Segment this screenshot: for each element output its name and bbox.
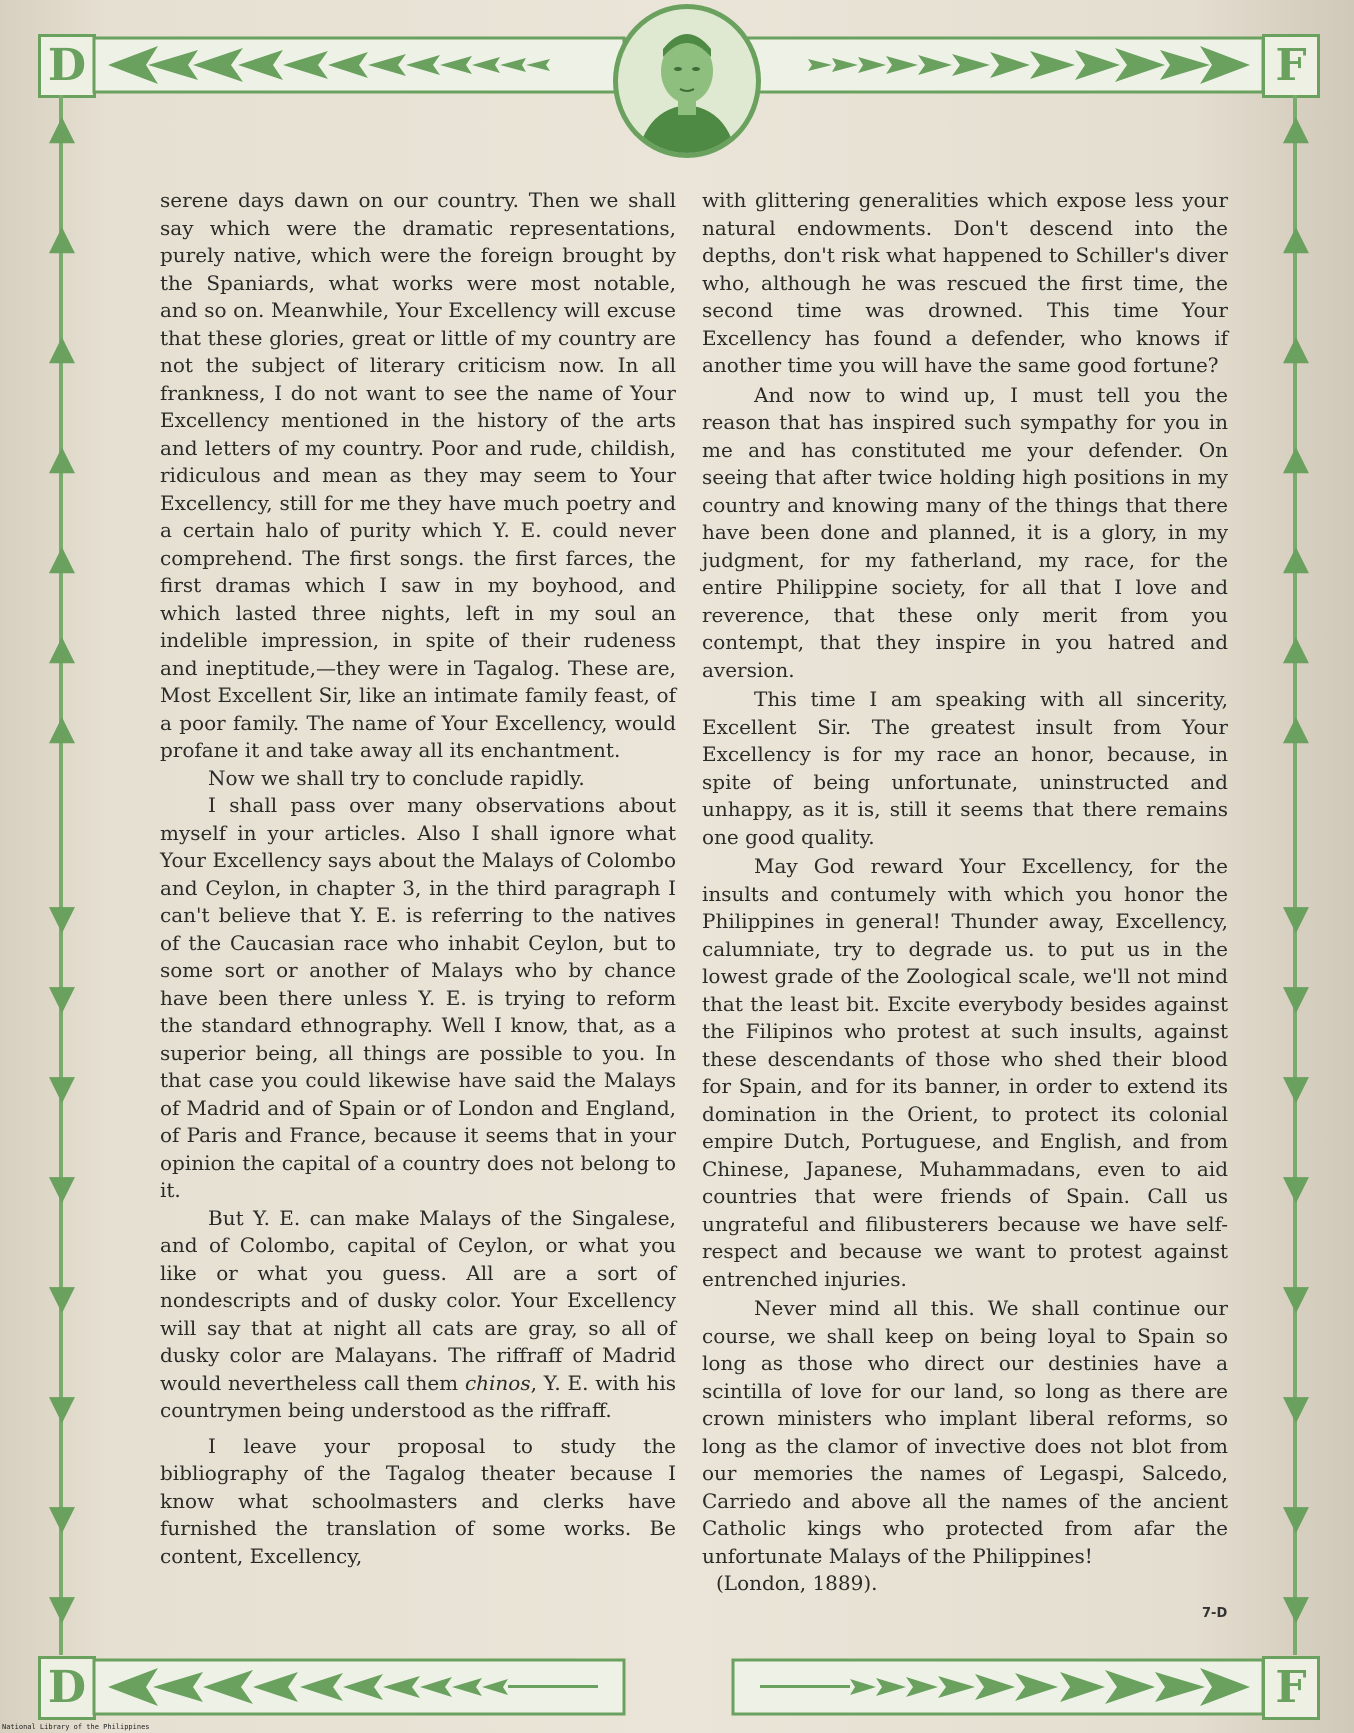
leaf-ornament-icon: ▼	[1282, 1498, 1310, 1538]
paragraph: serene days dawn on our country. Then we shall say which were the dramatic representations, purely native, which were the foreign brought by the Spaniards, what works were most notable, and so on. Meanwhile, Your Excellency will excuse that these glories, great or little of my country are not the subject of literary criticism now. In all frankness, I do not want to see the name of Your Excellency mentioned in the history of the arts and letters of my country. Poor and rude, childish, ridiculous and mean as they may seem to Your Excellency, still for me they have much poetry and a certain halo of purity which Y. E. could never comprehend. The first songs. the first farces, the first dramas which I saw in my boyhood, and which lasted three nights, left in my soul an indelible impression, in spite of their rudeness and ineptitude,—they were in Tagalog. These are, Most Excellent Sir, like an intimate family feast, of a poor family. The name of Your Excellency, would profane it and take away all its enchantment.	[160, 188, 676, 762]
right-column	[702, 187, 1228, 1598]
leaf-ornament-icon: ▲	[48, 628, 76, 668]
paragraph: This time I am speaking with all sincerity, Excellent Sir. The greatest insult from Your Excellency is for my race an honor, because, in spite of being unfortunate, uninstructed and unhappy, as it is, still it seems that there remains one good quality.	[702, 687, 1228, 849]
leaf-ornament-icon: ▼	[1282, 1068, 1310, 1108]
leaf-ornament-icon: ▼	[48, 1168, 76, 1208]
leaf-ornament-icon: ▼	[1282, 978, 1310, 1018]
leaf-ornament-icon: ▲	[1282, 538, 1310, 578]
leaf-ornament-icon: ▲	[1282, 708, 1310, 748]
left-border	[34, 95, 90, 1655]
paragraph-text: But Y. E. can make Malays of the Singalese, and of Colombo, capital of Ceylon, or what you like or what you guess. All are a sort of nondescripts and of dusky color. Your Excellency will say that at night all cats are gray, so all of dusky color are Malayans. The riffraff of Madrid would nevertheless call them	[160, 1205, 676, 1395]
leaf-ornament-icon: ▼	[48, 1068, 76, 1108]
paragraph-text: , Y. E. with his countrymen being understood as the riffraff.	[160, 1370, 677, 1422]
leaf-ornament-icon: ▲	[1282, 328, 1310, 368]
leaf-ornament-icon: ▼	[1282, 1278, 1310, 1318]
leaf-ornament-icon: ▼	[1282, 1168, 1310, 1208]
paragraph: Now we shall try to conclude rapidly.	[208, 765, 585, 790]
leaf-ornament-icon: ▲	[48, 708, 76, 748]
italic-term: chinos	[464, 1370, 531, 1395]
corner-letter-bottom-left: D	[38, 1656, 96, 1720]
corner-letter-top-right: F	[1262, 34, 1320, 98]
footer-credit: National Library of the Philippines	[2, 1723, 150, 1731]
leaf-ornament-icon: ▲	[48, 438, 76, 478]
leaf-ornament-icon: ▼	[1282, 1588, 1310, 1628]
leaf-ornament-icon: ▲	[48, 108, 76, 148]
leaf-ornament-icon: ▼	[48, 978, 76, 1018]
leaf-ornament-icon: ▼	[48, 1278, 76, 1318]
leaf-ornament-icon: ▼	[48, 1588, 76, 1628]
leaf-ornament-icon: ▲	[1282, 438, 1310, 478]
portrait-medallion-icon	[613, 4, 761, 158]
leaf-ornament-icon: ▼	[1282, 898, 1310, 938]
corner-letter-top-left: D	[38, 34, 96, 98]
page-number: 7-D	[1202, 1606, 1228, 1621]
paragraph: And now to wind up, I must tell you the reason that has inspired such sympathy for you in me and has constituted me your defender. On seeing that after twice holding high positions in my country and knowing many of the things that there have been done and planned, it is a glory, in my judgment, for my fatherland, my race, for the entire Philippine society, for all that I love and reverence, that these only merit from you contempt, that they inspire in you hatred and aversion.	[702, 382, 1228, 682]
left-column	[160, 187, 676, 1570]
leaf-ornament-icon: ▲	[48, 218, 76, 258]
leaf-ornament-icon: ▲	[1282, 628, 1310, 668]
corner-letter-bottom-right: F	[1262, 1656, 1320, 1720]
paragraph: May God reward Your Excellency, for the insults and contumely with which you honor the Philippines in general! Thunder away, Excellency, calumniate, try to degrade us. to put us in the lowest grade of the Zoological scale, we'll not mind that the least bit. Excite everybody besides against the Filipinos who protest at such insults, against these descendants of those who shed their blood for Spain, and for its banner, in order to extend its domination in the Orient, to protect its colonial empire Dutch, Portuguese, and English, and from Chinese, Japanese, Muhammadans, even to aid countries that were friends of Spain. Call us ungrateful and filibusterers because we have self-respect and because we want to protest against entrenched injuries.	[702, 854, 1228, 1291]
paragraph: I shall pass over many observations about myself in your articles. Also I shall ignore what Your Excellency says about the Malays of Colombo and Ceylon, in chapter 3, in the third paragraph I can't believe that Y. E. is referring to the natives of the Caucasian race who inhabit Ceylon, but to some sort or another of Malays who by chance have been there unless Y. E. is trying to reform the standard ethnography. Well I know, that, as a superior being, all things are possible to you. In that case you could likewise have said the Malays of Madrid and of Spain or of London and England, of Paris and France, because it seems that in your opinion the capital of a country does not belong to it.	[160, 793, 676, 1202]
paragraph	[160, 1205, 676, 1425]
paragraph: I leave your proposal to study the bibliography of the Tagalog theater because I know what schoolmasters and clerks have furnished the translation of some works. Be content, Excellency,	[160, 1433, 676, 1568]
paragraph: Never mind all this. We shall continue our course, we shall keep on being loyal to Spain so long as those who direct our destinies have a scintilla of love for our land, so long as there are crown ministers who implant liberal reforms, so long as the clamor of invective does not blot from our memories the names of Legaspi, Salcedo, Carriedo and above all the names of the ancient Catholic kings who protected from afar the unfortunate Malays of the Philippines!	[702, 1296, 1228, 1568]
closing-line: (London, 1889).	[716, 1571, 878, 1595]
leaf-ornament-icon: ▼	[48, 1388, 76, 1428]
leaf-ornament-icon: ▲	[48, 538, 76, 578]
leaf-ornament-icon: ▲	[48, 328, 76, 368]
bottom-border	[38, 1652, 1318, 1722]
leaf-ornament-icon: ▼	[1282, 1388, 1310, 1428]
leaf-ornament-icon: ▲	[1282, 218, 1310, 258]
leaf-ornament-icon: ▼	[48, 1498, 76, 1538]
leaf-ornament-icon: ▲	[1282, 108, 1310, 148]
bottom-leaf-garland	[38, 1652, 1318, 1722]
right-border	[1268, 95, 1324, 1655]
leaf-ornament-icon: ▼	[48, 898, 76, 938]
paragraph: with glittering generalities which expose less your natural endowments. Don't descend into the depths, don't risk what happened to Schiller's diver who, although he was rescued the first time, the second time was drowned. This time Your Excellency has found a defender, who knows if another time you will have the same good fortune?	[702, 188, 1228, 377]
